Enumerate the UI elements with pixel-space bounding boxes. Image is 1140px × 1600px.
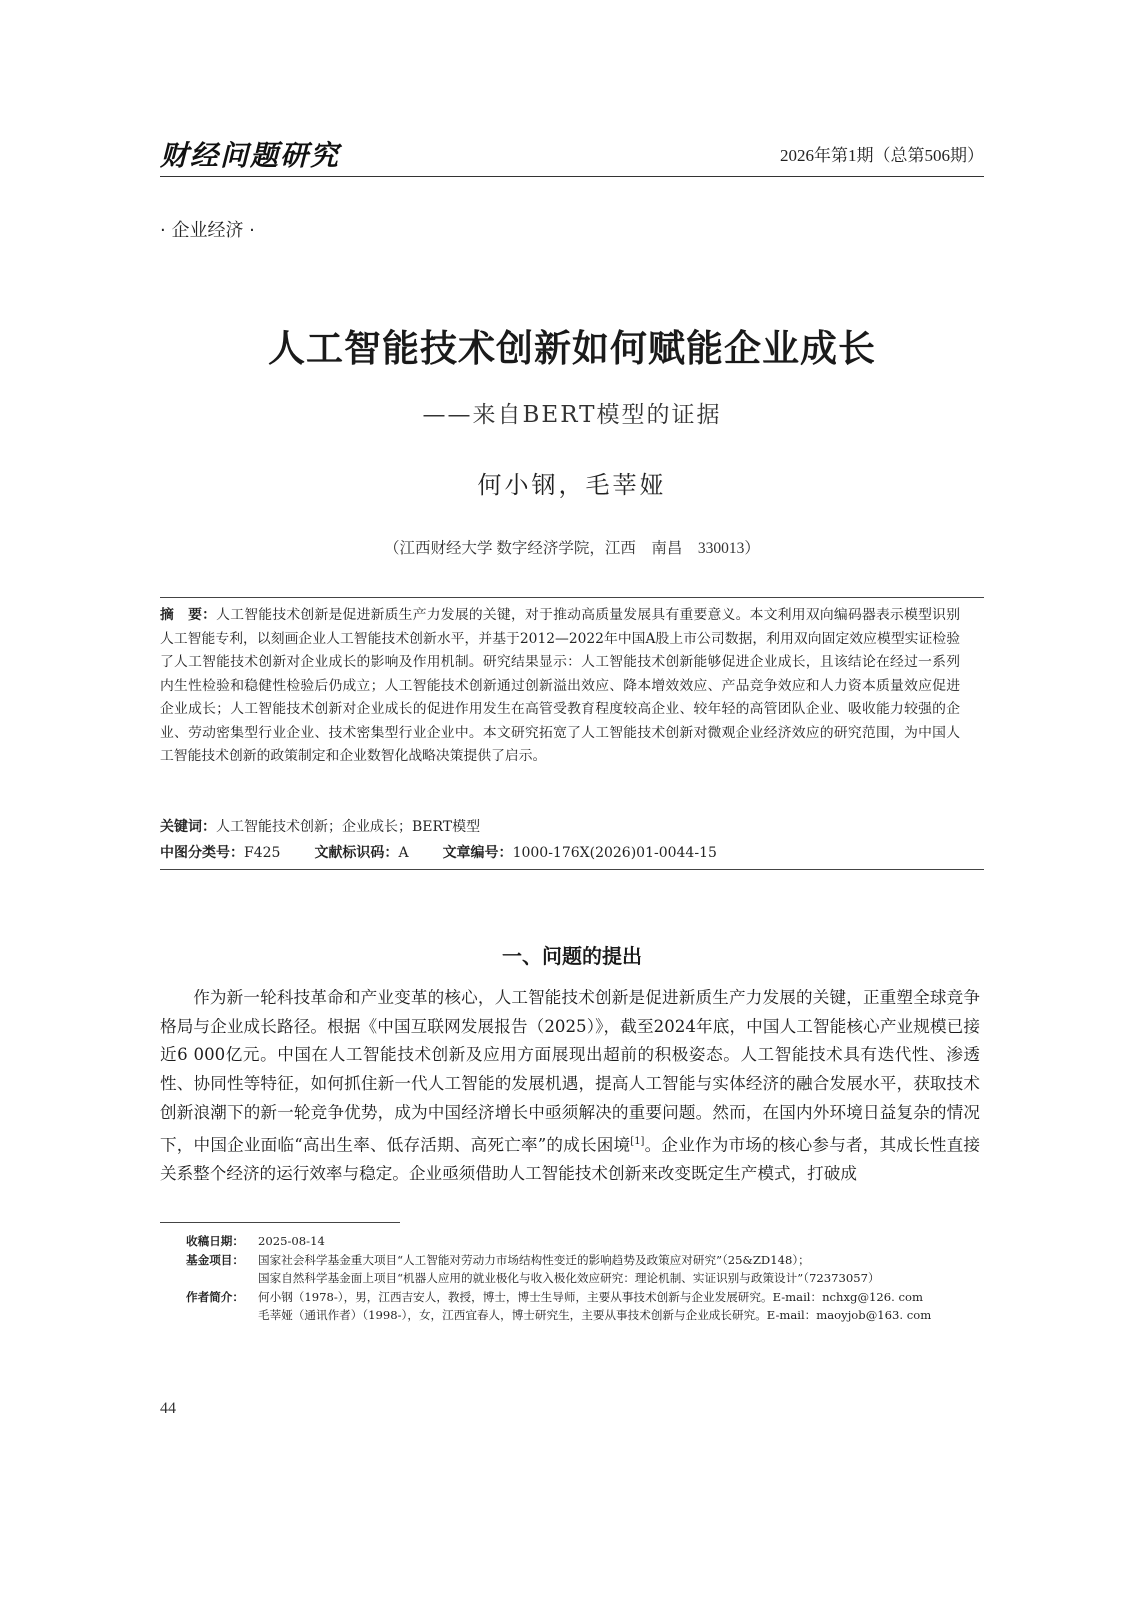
keywords — [160, 816, 960, 838]
received-label: 收稿日期： — [186, 1234, 244, 1248]
article-number-value: 1000-176X(2026)01-0044-15 — [512, 845, 717, 861]
body-text-part1: 作为新一轮科技革命和产业变革的核心，人工智能技术创新是促进新质生产力发展的关键，正重塑全球竞争格局与企业成长路径。根据《中国互联网发展报告（2025）》，截至2024年底，中国人工智能核心产业规模已接近6 000亿元。中国在人工智能技术创新及应用方面展现出超前的积极姿态。人工智能技术具有迭代性、渗透性、协同性等特征，如何抓住新一代人工智能的发展机遇，提高人工智能与实体经济的融合发展水平，获取技术创新浪潮下的新一轮竞争优势，成为中国经济增长中亟须解决的重要问题。然而，在国内外环境日益复杂的情况下，中国企业面临“高出生率、低存活期、高死亡率”的成长困境 — [160, 988, 980, 1155]
author-bio-2: 毛莘娅（通讯作者）（1998-），女，江西宜春人，博士研究生，主要从事技术创新与企业成长研究。E-mail：maoyjob@163. com — [258, 1308, 932, 1323]
page-number: 44 — [160, 1400, 176, 1417]
fund-line-1: 国家社会科学基金重大项目“人工智能对劳动力市场结构性变迁的影响趋势及政策应对研究”（25&ZD148）； — [258, 1252, 810, 1267]
footnote-authors — [186, 1288, 976, 1325]
clc-label: 中图分类号： — [160, 845, 244, 861]
header-divider — [160, 176, 984, 177]
doc-code-value: A — [398, 845, 409, 861]
author-bio-1: 何小钢（1978-），男，江西吉安人，教授，博士，博士生导师，主要从事技术创新与企业发展研究。E-mail：nchxg@126. com — [258, 1289, 924, 1304]
journal-logo: 财经问题研究 — [160, 139, 341, 172]
keywords-text: 人工智能技术创新；企业成长；BERT模型 — [216, 819, 481, 835]
footnote-fund — [186, 1251, 976, 1288]
abstract-text: 人工智能技术创新是促进新质生产力发展的关键，对于推动高质量发展具有重要意义。本文利用双向编码器表示模型识别人工智能专利，以刻画企业人工智能技术创新水平，并基于2012—2022年中国A股上市公司数据，利用双向固定效应模型实证检验了人工智能技术创新对企业成长的影响及作用机制。研究结果显示：人工智能技术创新能够促进企业成长，且该结论在经过一系列内生性检验和稳健性检验后仍成立；人工智能技术创新通过创新溢出效应、降本增效效应、产品竞争效应和人力资本质量效应促进企业成长；人工智能技术创新对企业成长的促进作用发生在高管受教育程度较高企业、较年轻的高管团队企业、吸收能力较强的企业、劳动密集型行业企业、技术密集型行业企业中。本文研究拓宽了人工智能技术创新对微观企业经济效应的研究范围，为中国人工智能技术创新的政策制定和企业数智化战略决策提供了启示。 — [160, 607, 961, 764]
clc-value: F425 — [244, 845, 281, 861]
author-affiliation: （江西财经大学 数字经济学院，江西 南昌 330013） — [384, 540, 760, 557]
article-subtitle: ——来自BERT模型的证据 — [422, 402, 722, 428]
classification-line — [160, 842, 960, 864]
received-value: 2025-08-14 — [258, 1234, 325, 1248]
abstract-bottom-rule — [160, 869, 984, 870]
footnote-divider — [160, 1222, 400, 1223]
article-title: 人工智能技术创新如何赋能企业成长 — [268, 327, 876, 370]
keywords-label: 关键词： — [160, 819, 216, 835]
abstract — [160, 604, 960, 769]
section-tag: · 企业经济 · — [160, 220, 255, 241]
abstract-label: 摘 要： — [160, 607, 217, 623]
article-authors: 何小钢，毛莘娅 — [477, 471, 667, 499]
body-text-part2: 。企业作为市场的核心参与者，其成长性直接关系整个经济的运行效率与稳定。企业亟须借助人工智能技术创新来改变既定生产模式，打破成 — [160, 1135, 980, 1183]
footnotes — [186, 1232, 976, 1325]
doc-code-label: 文献标识码： — [314, 845, 399, 861]
body-paragraph — [160, 984, 980, 1188]
page-header — [160, 138, 984, 174]
section-heading: 一、问题的提出 — [502, 944, 642, 968]
citation-ref[interactable]: [1] — [630, 1135, 645, 1147]
fund-label: 基金项目： — [186, 1252, 244, 1267]
issue-info: 2026年第1期（总第506期） — [780, 146, 984, 165]
article-number-label: 文章编号： — [442, 845, 513, 861]
footnote-received — [186, 1232, 976, 1251]
fund-line-2: 国家自然科学基金面上项目“机器人应用的就业极化与收入极化效应研究：理论机制、实证识别与政策设计”（72373057） — [258, 1271, 880, 1286]
abstract-top-rule — [160, 597, 984, 598]
author-bio-label: 作者简介： — [186, 1289, 244, 1304]
